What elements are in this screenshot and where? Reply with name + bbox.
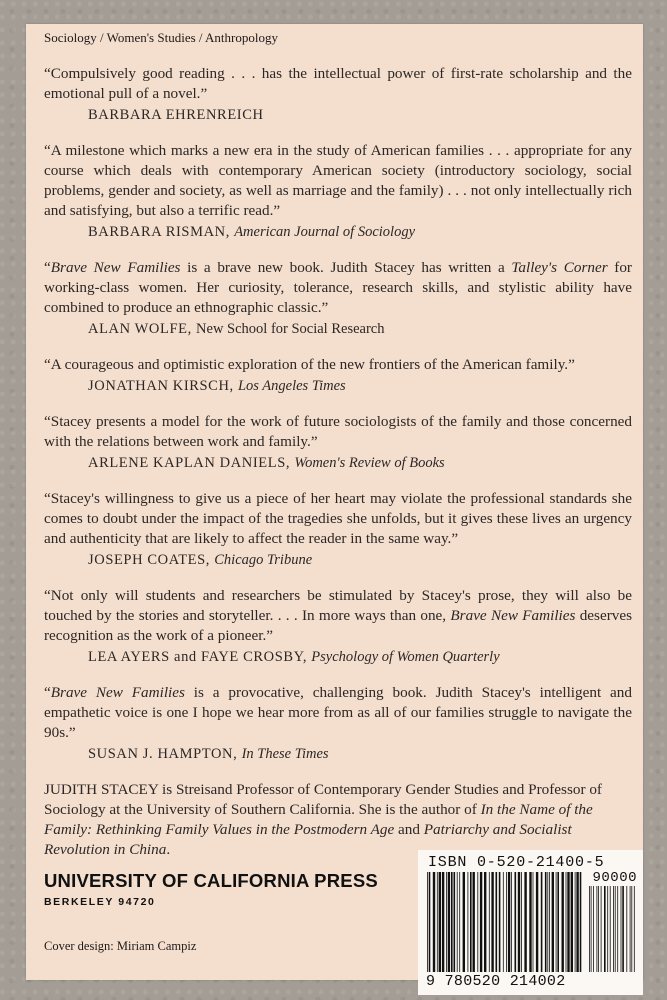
review-attribution (88, 222, 632, 242)
review-source: In These Times (241, 746, 329, 762)
book-title: In the Name of the Family: Rethinking Family Values in the Postmodern Age (44, 801, 593, 838)
review-quote: “A courageous and optimistic exploration of the new frontiers of the American family.” (44, 356, 575, 373)
review-quote: “A milestone which marks a new era in the study of American families . . . appropriate for any course which deals with contemporary American society (introductory sociology, social problems, gender and society, as well as marriage and the family) . . . not only intellectually rich and satisfying, but also a terrific read.” (44, 142, 632, 219)
review-attribution (88, 376, 632, 396)
review-quote (44, 683, 632, 743)
reviewer-name: BARBARA EHRENREICH (88, 107, 264, 123)
review-attribution (88, 744, 632, 764)
bio-text: and (394, 821, 424, 838)
review-quote: “Stacey presents a model for the work of future sociologists of the family and those concerned with the relations between work and family.” (44, 413, 632, 450)
review-blurb (44, 64, 632, 125)
quote-text: is a provocative, challenging book. Judith Stacey's intelligent and empathetic voice is one I hope we hear more from as all of our families struggle to navigate the 90s.” (44, 684, 632, 741)
addon-barcode-bars (588, 886, 638, 972)
author-bio (44, 780, 632, 860)
reviewer-name: ALAN WOLFE, (88, 321, 192, 337)
reviewer-name: JONATHAN KIRSCH, (88, 378, 234, 394)
ean-number: 9 780520 214002 (426, 973, 566, 990)
quote-text: deserves recognition as the work of a pioneer.” (44, 607, 633, 644)
review-quote (44, 258, 632, 318)
review-blurb (44, 141, 632, 242)
publisher-city: BERKELEY 94720 (44, 896, 156, 908)
isbn-text: ISBN 0-520-21400-5 (428, 854, 605, 871)
review-blurbs (44, 64, 632, 860)
quote-text: “ (44, 684, 51, 701)
book-back-cover (26, 24, 643, 990)
review-source: Women's Review of Books (294, 455, 445, 471)
quote-text: “Not only will students and researchers be stimulated by Stacey's prose, they will also be touched by the stories and storyteller. . . . In more ways than one, (44, 587, 632, 624)
review-blurb (44, 355, 632, 396)
bio-text: . (166, 841, 171, 858)
barcode-bars (426, 872, 582, 972)
review-source: Chicago Tribune (214, 552, 313, 568)
review-attribution (88, 453, 632, 473)
publisher-name: UNIVERSITY OF CALIFORNIA PRESS (44, 870, 378, 891)
review-quote: “Stacey's willingness to give us a piece of her heart may violate the professional standards she comes to doubt under the impact of the tragedies she unfolds, but it gives these lives an urgency and authenticity that are likely to affect the reader in the same way.” (44, 490, 632, 547)
isbn-barcode (418, 850, 643, 995)
book-title: Brave New Families (50, 684, 185, 701)
bio-text: JUDITH STACEY is Streisand Professor of Contemporary Gender Studies and Professor of Sociology at the University of Southern California. She is the author of (44, 781, 602, 818)
reviewer-name: SUSAN J. HAMPTON, (88, 746, 238, 762)
reviewer-name: BARBARA RISMAN, (88, 224, 230, 240)
review-blurb (44, 412, 632, 473)
review-attribution (88, 319, 632, 339)
quote-text: is a brave new book. Judith Stacey has written a (180, 259, 512, 276)
reviewer-name: LEA AYERS and FAYE CROSBY, (88, 649, 308, 665)
cover-design-credit: Cover design: Miriam Campiz (44, 939, 197, 953)
reviewer-name: JOSEPH COATES, (88, 552, 211, 568)
review-blurb (44, 258, 632, 339)
quote-text: “ (44, 259, 51, 276)
book-title: Patriarchy and Socialist Revolution in China (44, 821, 572, 858)
book-title: Brave New Families (50, 259, 181, 276)
review-attribution (88, 105, 632, 125)
review-source: American Journal of Sociology (234, 224, 415, 240)
review-source: Los Angeles Times (237, 378, 346, 394)
review-attribution (88, 647, 632, 667)
review-source: Psychology of Women Quarterly (311, 649, 500, 665)
review-quote: “Compulsively good reading . . . has the intellectual power of first-rate scholarship and the emotional pull of a novel.” (44, 65, 632, 102)
review-blurb (44, 489, 632, 570)
review-quote (44, 586, 632, 646)
book-title: Brave New Families (450, 607, 576, 624)
price-code: 90000 (592, 870, 637, 886)
review-attribution (88, 550, 632, 570)
reviewer-name: ARLENE KAPLAN DANIELS, (88, 455, 291, 471)
review-source: New School for Social Research (196, 321, 385, 337)
quote-text: for working-class women. Her curiosity, tolerance, research skills, and stylistic ability have combined to produce an ethnographic classic.” (44, 259, 632, 316)
review-blurb (44, 586, 632, 667)
review-blurb (44, 683, 632, 764)
book-title: Talley's Corner (511, 259, 608, 276)
subject-category: Sociology / Women's Studies / Anthropology (44, 30, 278, 45)
